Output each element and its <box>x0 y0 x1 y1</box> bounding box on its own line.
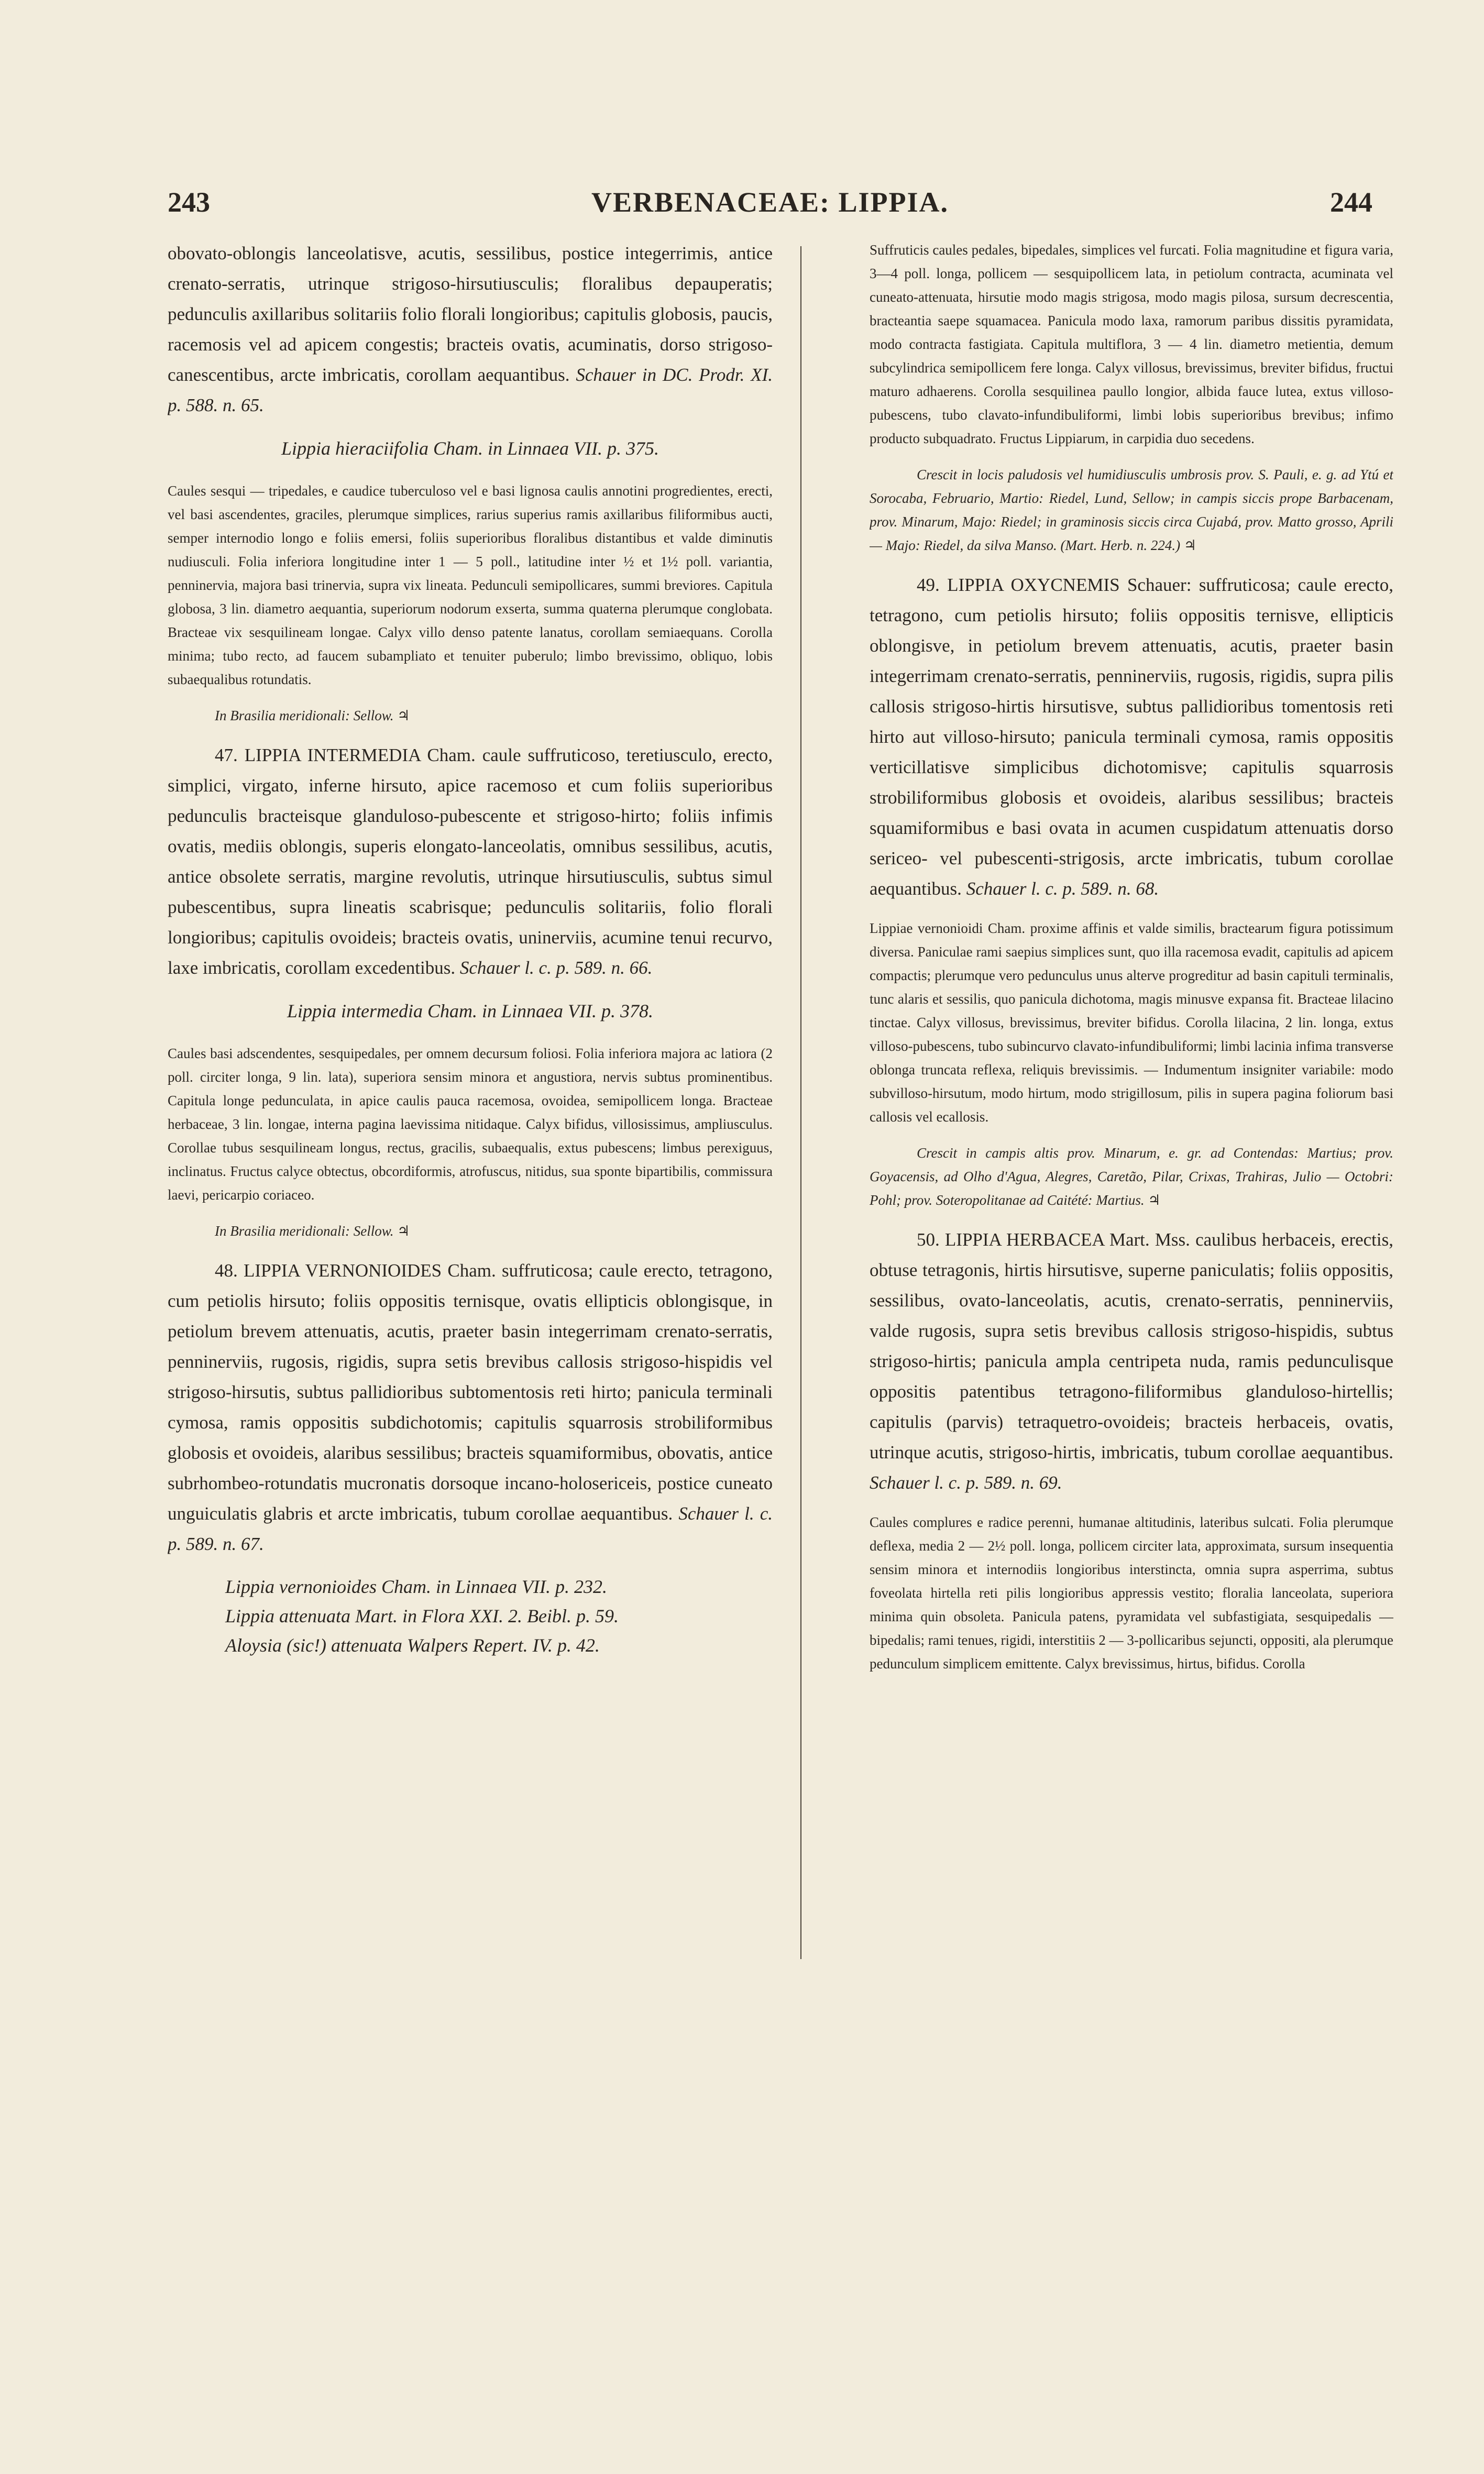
species-diagnosis: 50. LIPPIA HERBACEA Mart. Mss. caulibus herbaceis, erectis, obtuse tetragonis, hirtis hirsutisve, superne paniculatis; foliis oppositis, sessilibus, ovato-lanceolatis, acutis, crenato-serratis, penninerviis, valde rugosis, supra setis brevibus callosis strigoso-hispidis, subtus strigoso-hirtis; panicula ampla centripeta nuda, ramis pedunculisque oppositis patentibus tetragono-filiformibus glanduloso-hirtellis; capitulis (parvis) tetraquetro-ovoideis; bracteis herbaceis, ovatis, utrinque acutis, strigoso-hirtis, imbricatis, tubum corollae aequantibus. <box>870 1229 1393 1463</box>
species-reference: Schauer l. c. p. 589. n. 66. <box>459 958 653 978</box>
species-reference: Schauer l. c. p. 589. n. 68. <box>966 878 1159 899</box>
synonym: Aloysia (sic!) attenuata Walpers Repert. IV. p. 42. <box>225 1635 600 1656</box>
diagnosis-text: obovato-oblongis lanceolatisve, acutis, sessilibus, postice integerrimis, antice crenato-serratis, utrinque strigoso-hirsutiusculis; floralibus depauperatis; pedunculis axillaribus solitariis folio florali longioribus; capitulis globosis, paucis, racemosis vel ad apicem congestis; bracteis ovatis, acuminatis, dorso strigoso-canescentibus, arcte imbricatis, corollam aequantibus. <box>168 243 773 385</box>
description-paragraph: Caules complures e radice perenni, humanae altitudinis, lateribus sulcati. Folia plerumque deflexa, media 2 — 2½ poll. longa, pollicem circiter lata, approximata, sursum insequentia sensim minora et internodiis longioribus interstincta, omnia supra asperrima, subtus foveolata hirtella reti pilis longioribus appressis vestito; floralia lanceolata, superiora minima quin obsoleta. Panicula patens, pyramidata vel subfastigiata, sesquipedalis — bipedalis; rami tenues, rigidi, interstitiis 2 — 3-pollicaribus sejuncti, oppositi, ala plerumque pedunculum simplicem emittente. Calyx brevissimus, hirtus, bifidus. Corolla <box>870 1514 1393 1672</box>
page-number-right: 244 <box>1330 186 1372 218</box>
species-diagnosis: 49. LIPPIA OXYCNEMIS Schauer: suffruticosa; caule erecto, tetragono, cum petiolis hirsuto; foliis oppositis ternisve, ellipticis oblongisve, in petiolum brevem attenuatis, acutis, praeter basin integerrimam crenato-serratis, penninerviis, rugosis, rigidis, supra pilis callosis strigoso-hirtis hirsutisve, subtus pallidioribus tomentosis reti hirto aut villoso-hirsuto; panicula terminali cymosa, ramis oppositis verticillatisve simplicibus dichotomisve; capitulis squarrosis strobiliformibus globosis et ovoideis, alaribus sessilibus; bracteis squamiformibus e basi ovata in acumen cuspidatum attenuatis dorso sericeo- vel pubescenti-strigosis, arcte imbricatis, tubum corollae aequantibus. <box>870 575 1393 899</box>
habitat-note: Crescit in locis paludosis vel humidiusculis umbrosis prov. S. Pauli, e. g. ad Ytú et Sorocaba, Februario, Martio: Riedel, Lund, Sellow; in campis siccis prope Barbacenam, prov. Minarum, Majo: Riedel; in graminosis siccis circa Cujabá, prov. Matto grosso, Aprili — Majo: Riedel, da silva Manso. (Mart. Herb. n. 224.) ♃ <box>870 467 1393 553</box>
habitat-note: In Brasilia meridionali: Sellow. ♃ <box>215 1223 410 1239</box>
species-50 <box>870 1225 1393 1498</box>
description-paragraph: Lippiae vernonioidi Cham. proxime affinis et valde similis, bractearum figura potissimum diversa. Paniculae rami saepius simplices sunt, quo illa racemosa evadit, capitulis ad apicem compactis; plerumque vero pedunculus unus alterve progreditur ad basin capituli terminalis, tunc alaris et sessilis, quo panicula dichotoma, magis minusve expansa fit. Bracteae lilacino tinctae. Calyx villosus, brevissimus, breviter bifidus. Corolla lilacina, 2 lin. longa, extus villoso-pubescens, tubo subincurvo clavato-infundibuliformi; limbi lacinia infima transverse oblonga truncata reflexa, reliquis brevissimis. — Indumentum insigniter variabile: modo subvilloso-hirsutum, modo hirtum, modo strigillosum, pilis in supera pagina foliorum basi callosis vel ecallosis. <box>870 920 1393 1125</box>
synonym: Lippia vernonioides Cham. in Linnaea VII. p. 232. <box>225 1576 607 1597</box>
description-paragraph: Caules sesqui — tripedales, e caudice tuberculoso vel e basi lignosa caulis annotini progredientes, erecti, vel basi ascendentes, graciles, plerumque simplices, rarius superius ramis axillaribus filiformibus aucti, semper internodio longo e foliis emersi, foliis superioribus floralibus distantibus et valde diminutis nudiusculi. Folia inferiora longitudine inter 1 — 5 poll., latitudine inter ½ et 1½ poll. variantia, penninervia, majora basi trinervia, supra vix lineata. Pedunculi semipollicares, summi breviores. Capitula globosa, 3 lin. diametro aequantia, superiorum nodorum exserta, summa quaterna plerumque conglobata. Bracteae vix sesquilineam longae. Calyx villo denso patente lanatus, corollam semiaequans. Corolla minima; tubo recto, ad faucem subampliato et tenuiter puberulo; limbo brevissimo, obliquo, lobis subaequalibus rotundatis. <box>168 483 773 687</box>
synonym: Lippia hieraciifolia Cham. in Linnaea VII. p. 375. <box>281 438 659 459</box>
page-number-left: 243 <box>168 186 210 218</box>
species-reference: Schauer l. c. p. 589. n. 69. <box>870 1472 1062 1493</box>
species-reference: Schauer l. c. p. 589. n. 67. <box>168 1503 773 1554</box>
column-divider <box>800 246 801 1959</box>
diagnosis-reference: Schauer in DC. Prodr. XI. p. 588. n. 65. <box>168 365 773 415</box>
diagnosis-continued <box>168 238 773 421</box>
synonym: Lippia attenuata Mart. in Flora XXI. 2. Beibl. p. 59. <box>225 1606 619 1626</box>
habitat-note: In Brasilia meridionali: Sellow. ♃ <box>215 708 410 723</box>
description-paragraph: Caules basi adscendentes, sesquipedales, per omnem decursum foliosi. Folia inferiora majora ac latiora (2 poll. circiter longa, 9 lin. lata), superiora sensim minora et angustiora, nervis subtus prominentibus. Capitula longe pedunculata, in apice caulis pauca racemosa, ovoidea, semipollicem longa. Bracteae herbaceae, 3 lin. longae, interna pagina laevissima nitidaque. Calyx bifidus, villosissimus, ampliusculus. Corollae tubus sesquilineam longus, rectus, gracilis, subaequalis, extus pubescens; limbus perexiguus, inclinatus. Fructus calyce obtectus, obcordiformis, atrofuscus, nitidus, sua sponte bipartibilis, commissura laevi, pericarpio coriaceo. <box>168 1046 773 1203</box>
right-column <box>870 238 1393 1967</box>
habitat-note: Crescit in campis altis prov. Minarum, e. gr. ad Contendas: Martius; prov. Goyacensis, ad Olho d'Agua, Alegres, Caretão, Pilar, Crixas, Trahiras, Julio — Octobri: Pohl; prov. Soteropolitanae ad Caitété: Martius. ♃ <box>870 1145 1393 1208</box>
species-48 <box>168 1256 773 1559</box>
description-paragraph: Suffruticis caules pedales, bipedales, simplices vel furcati. Folia magnitudine et figura varia, 3—4 poll. longa, pollicem — sesquipollicem lata, in petiolum contracta, acuminata vel cuneato-attenuata, hirsutie modo magis strigosa, modo magis pilosa, sursum decrescentia, bracteantia saepe squamacea. Panicula modo laxa, ramorum paribus dissitis pyramidata, modo contracta fastigiata. Capitula multiflora, 3 — 4 lin. diametro metientia, demum subcylindrica semipollicem fere longa. Calyx villosus, brevissimus, breviter bifidus, fructui maturo adhaerens. Corolla sesquilinea paullo longior, albida fauce lutea, extus villoso-pubescens, tubo clavato-infundibuliformi, limbi lobis superioribus brevibus; infimo producto subquadrato. Fructus Lippiarum, in carpidia duo secedens. <box>870 242 1393 446</box>
species-diagnosis: 48. LIPPIA VERNONIOIDES Cham. suffruticosa; caule erecto, tetragono, cum petiolis hirsuto; foliis oppositis ternisque, ovatis ellipticis oblongisque, in petiolum brevem attenuatis, acutis, praeter basin integerrimam crenato-serratis, penninerviis, rugosis, rigidis, supra setis brevibus callosis strigoso-hispidis vel strigoso-hirsutis, subtus pallidioribus subtomentosis reti hirto; panicula terminali cymosa, ramis oppositis subdichotomis; capitulis squarrosis strobiliformibus globosis et ovoideis, alaribus sessilibus; bracteis squamiformibus, obovatis, antice subrhombeo-rotundatis mucronatis dorsoque incano-holosericeis, postice cuneato unguiculatis glabris et arcte imbricatis, tubum corollae aequantibus. <box>168 1260 773 1524</box>
running-title: VERBENACEAE: LIPPIA. <box>591 186 949 218</box>
left-column <box>168 238 773 1977</box>
species-49 <box>870 570 1393 904</box>
species-diagnosis: 47. LIPPIA INTERMEDIA Cham. caule suffruticoso, teretiusculo, erecto, simplici, virgato, inferne hirsuto, apice racemoso et cum foliis superioribus pedunculis bracteisque glanduloso-pubescente et strigoso-hirto; foliis infimis ovatis, mediis oblongis, superis elongato-lanceolatis, omnibus sessilibus, acutis, antice obsolete serratis, margine revolutis, utrinque hirsutiusculis, subtus simul pubescentibus, supra lineatis scabrisque; pedunculis solitariis, folio florali longioribus; capitulis ovoideis; bracteis ovatis, uninerviis, acumine tenui recurvo, laxe imbricatis, corollam excedentibus. <box>168 745 773 978</box>
running-header <box>168 186 1372 223</box>
species-47 <box>168 740 773 983</box>
synonym: Lippia intermedia Cham. in Linnaea VII. p. 378. <box>287 1000 653 1021</box>
